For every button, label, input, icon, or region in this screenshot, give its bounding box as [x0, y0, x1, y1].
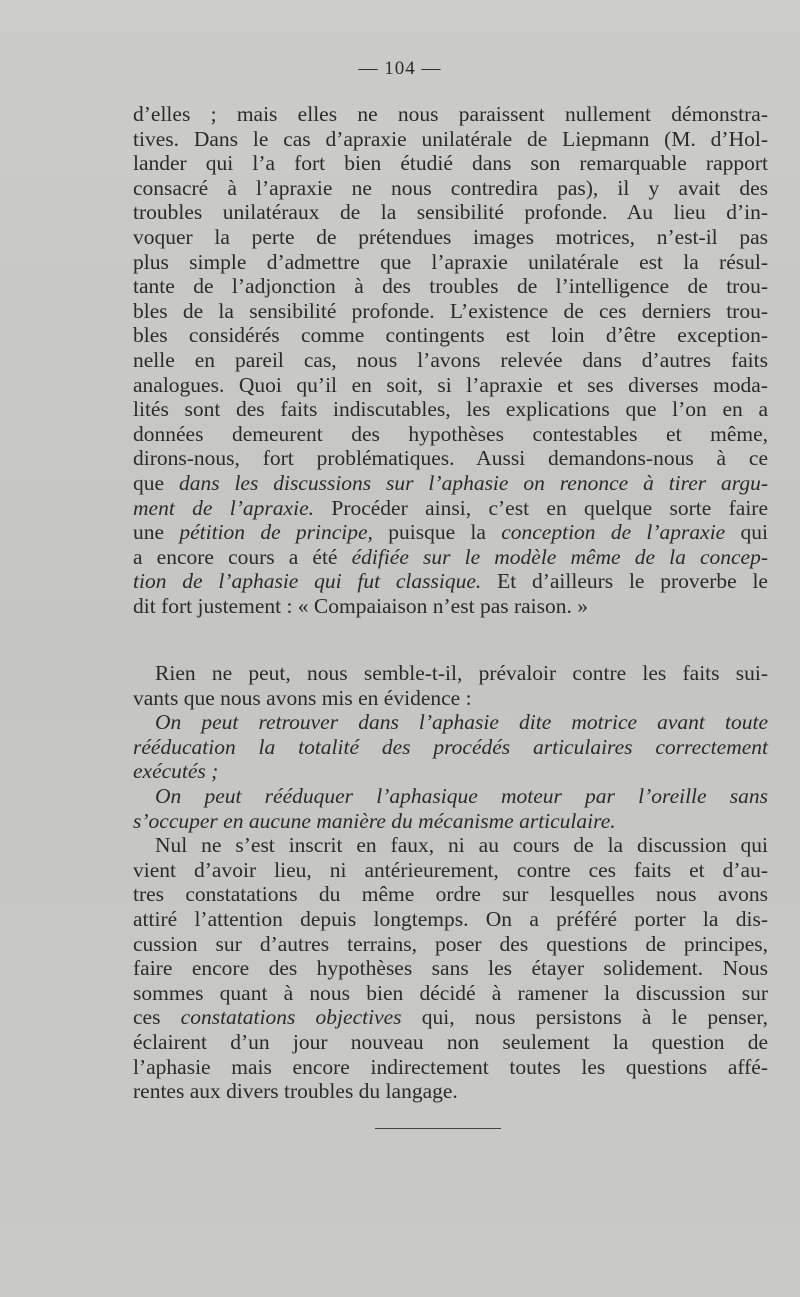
- italic-text: conception de l’apraxie: [501, 520, 726, 545]
- text-run: Procéder ainsi, c’est en quelque sorte faire: [314, 495, 768, 520]
- text-line: [133, 809, 768, 834]
- text-line: [133, 784, 768, 809]
- text-line: [133, 1079, 768, 1104]
- text-run: ces: [133, 1005, 181, 1030]
- text-line: [133, 127, 768, 152]
- text-run: bles de la sensibilité profonde. L’existence de ces derniers trou-: [133, 298, 768, 323]
- text-run: que: [133, 470, 179, 495]
- text-line: [133, 225, 768, 250]
- text-run: faire encore des hypothèses sans les étayer solidement. Nous: [133, 956, 768, 981]
- text-run: troubles unilatéraux de la sensibilité profonde. Au lieu d’in-: [133, 200, 768, 225]
- text-line: [133, 1055, 768, 1080]
- text-line: [133, 250, 768, 275]
- italic-text: On peut rééduquer l’aphasique moteur par l’oreille sans: [155, 783, 768, 808]
- text-line: [133, 1005, 768, 1030]
- text-run: puisque la: [372, 520, 502, 545]
- text-line: [133, 299, 768, 324]
- paragraph-2: [133, 661, 768, 1104]
- text-line: [133, 735, 768, 760]
- text-run: vants que nous avons mis en évidence :: [133, 685, 472, 710]
- text-line: [133, 176, 768, 201]
- text-line: [133, 1030, 768, 1055]
- page-number: — 104 —: [358, 58, 442, 79]
- text-run: bles considérés comme contingents est loin d’être exception-: [133, 323, 768, 348]
- text-run: dirons-nous, fort problématiques. Aussi demandons-nous à ce: [133, 446, 768, 471]
- text-run: tives. Dans le cas d’apraxie unilatérale de Liepmann (M. d’Hol-: [133, 126, 768, 151]
- text-line: [133, 151, 768, 176]
- text-line: [133, 710, 768, 735]
- text-run: lander qui l’a fort bien étudié dans son remarquable rapport: [133, 151, 768, 176]
- text-line: [133, 932, 768, 957]
- text-line: [133, 759, 768, 784]
- text-run: analogues. Quoi qu’il en soit, si l’apraxie et ses diverses moda-: [133, 372, 768, 397]
- text-run: qui: [725, 520, 768, 545]
- text-run: nelle en pareil cas, nous l’avons relevée dans d’autres faits: [133, 347, 768, 372]
- text-run: lités sont des faits indiscutables, les explications que l’on en a: [133, 397, 768, 422]
- text-run: sommes quant à nous bien décidé à ramener la discussion sur: [133, 980, 768, 1005]
- text-run: vient d’avoir lieu, ni antérieurement, contre ces faits et d’au-: [133, 857, 768, 882]
- italic-text: tion de l’aphasie qui fut classique.: [133, 569, 482, 594]
- text-run: éclairent d’un jour nouveau non seulement la question de: [133, 1029, 768, 1054]
- text-line: [133, 446, 768, 471]
- text-line: [133, 833, 768, 858]
- text-line: [133, 397, 768, 422]
- end-rule: [375, 1128, 501, 1129]
- text-line: [133, 569, 768, 594]
- italic-text: ment de l’apraxie.: [133, 495, 314, 520]
- text-line: [133, 496, 768, 521]
- italic-text: pétition de principe,: [179, 520, 373, 545]
- text-line: [133, 323, 768, 348]
- text-run: voquer la perte de prétendues images motrices, n’est-il pas: [133, 224, 768, 249]
- text-line: [133, 956, 768, 981]
- text-line: [133, 882, 768, 907]
- italic-text: On peut retrouver dans l’aphasie dite motrice avant toute: [155, 710, 768, 735]
- text-line: [133, 907, 768, 932]
- text-run: l’aphasie mais encore indirectement toutes les questions affé-: [133, 1054, 768, 1079]
- text-run: attiré l’attention depuis longtemps. On a préféré porter la dis-: [133, 906, 768, 931]
- text-run: une: [133, 520, 180, 545]
- italic-text: rééducation la totalité des procédés articulaires correctement: [133, 734, 768, 759]
- text-run: tante de l’adjonction à des troubles de l’intelligence de trou-: [133, 274, 768, 299]
- text-run: Rien ne peut, nous semble-t-il, prévaloir contre les faits sui-: [155, 661, 768, 685]
- italic-text: dans les discussions sur l’aphasie on renonce à tirer argu-: [178, 470, 768, 495]
- paragraph-1: [133, 102, 768, 618]
- text-line: [133, 661, 768, 686]
- italic-text: exécutés ;: [133, 759, 219, 784]
- text-run: a encore cours a été: [133, 544, 352, 569]
- text-run: Nul ne s’est inscrit en faux, ni au cours de la discussion qui: [155, 833, 768, 858]
- text-run: données demeurent des hypothèses contestables et même,: [133, 421, 768, 446]
- text-run: dit fort justement : « Compaiaison n’est pas raison. »: [133, 593, 589, 618]
- text-line: [133, 200, 768, 225]
- italic-text: édifiée sur le modèle même de la concep-: [351, 544, 768, 569]
- text-line: [133, 545, 768, 570]
- text-line: [133, 274, 768, 299]
- text-line: [133, 471, 768, 496]
- text-run: qui, nous persistons à le penser,: [401, 1005, 768, 1030]
- text-run: cussion sur d’autres terrains, poser des questions de principes,: [133, 931, 768, 956]
- text-line: [133, 373, 768, 398]
- text-run: tres constatations du même ordre sur lesquelles nous avons: [133, 882, 768, 907]
- text-run: consacré à l’apraxie ne nous contredira pas), il y avait des: [133, 175, 768, 200]
- text-line: [133, 348, 768, 373]
- text-run: rentes aux divers troubles du langage.: [133, 1079, 458, 1104]
- text-line: [133, 520, 768, 545]
- text-line: [133, 422, 768, 447]
- text-line: [133, 686, 768, 711]
- text-line: [133, 102, 768, 127]
- text-run: plus simple d’admettre que l’apraxie unilatérale est la résul-: [133, 249, 768, 274]
- text-line: [133, 981, 768, 1006]
- text-run: Et d’ailleurs le proverbe le: [481, 569, 768, 594]
- text-run: d’elles ; mais elles ne nous paraissent nullement démonstra-: [133, 102, 768, 126]
- text-line: [133, 858, 768, 883]
- italic-text: constatations objectives: [180, 1005, 402, 1030]
- text-line: [133, 594, 768, 619]
- italic-text: s’occuper en aucune manière du mécanisme articulaire.: [133, 808, 616, 833]
